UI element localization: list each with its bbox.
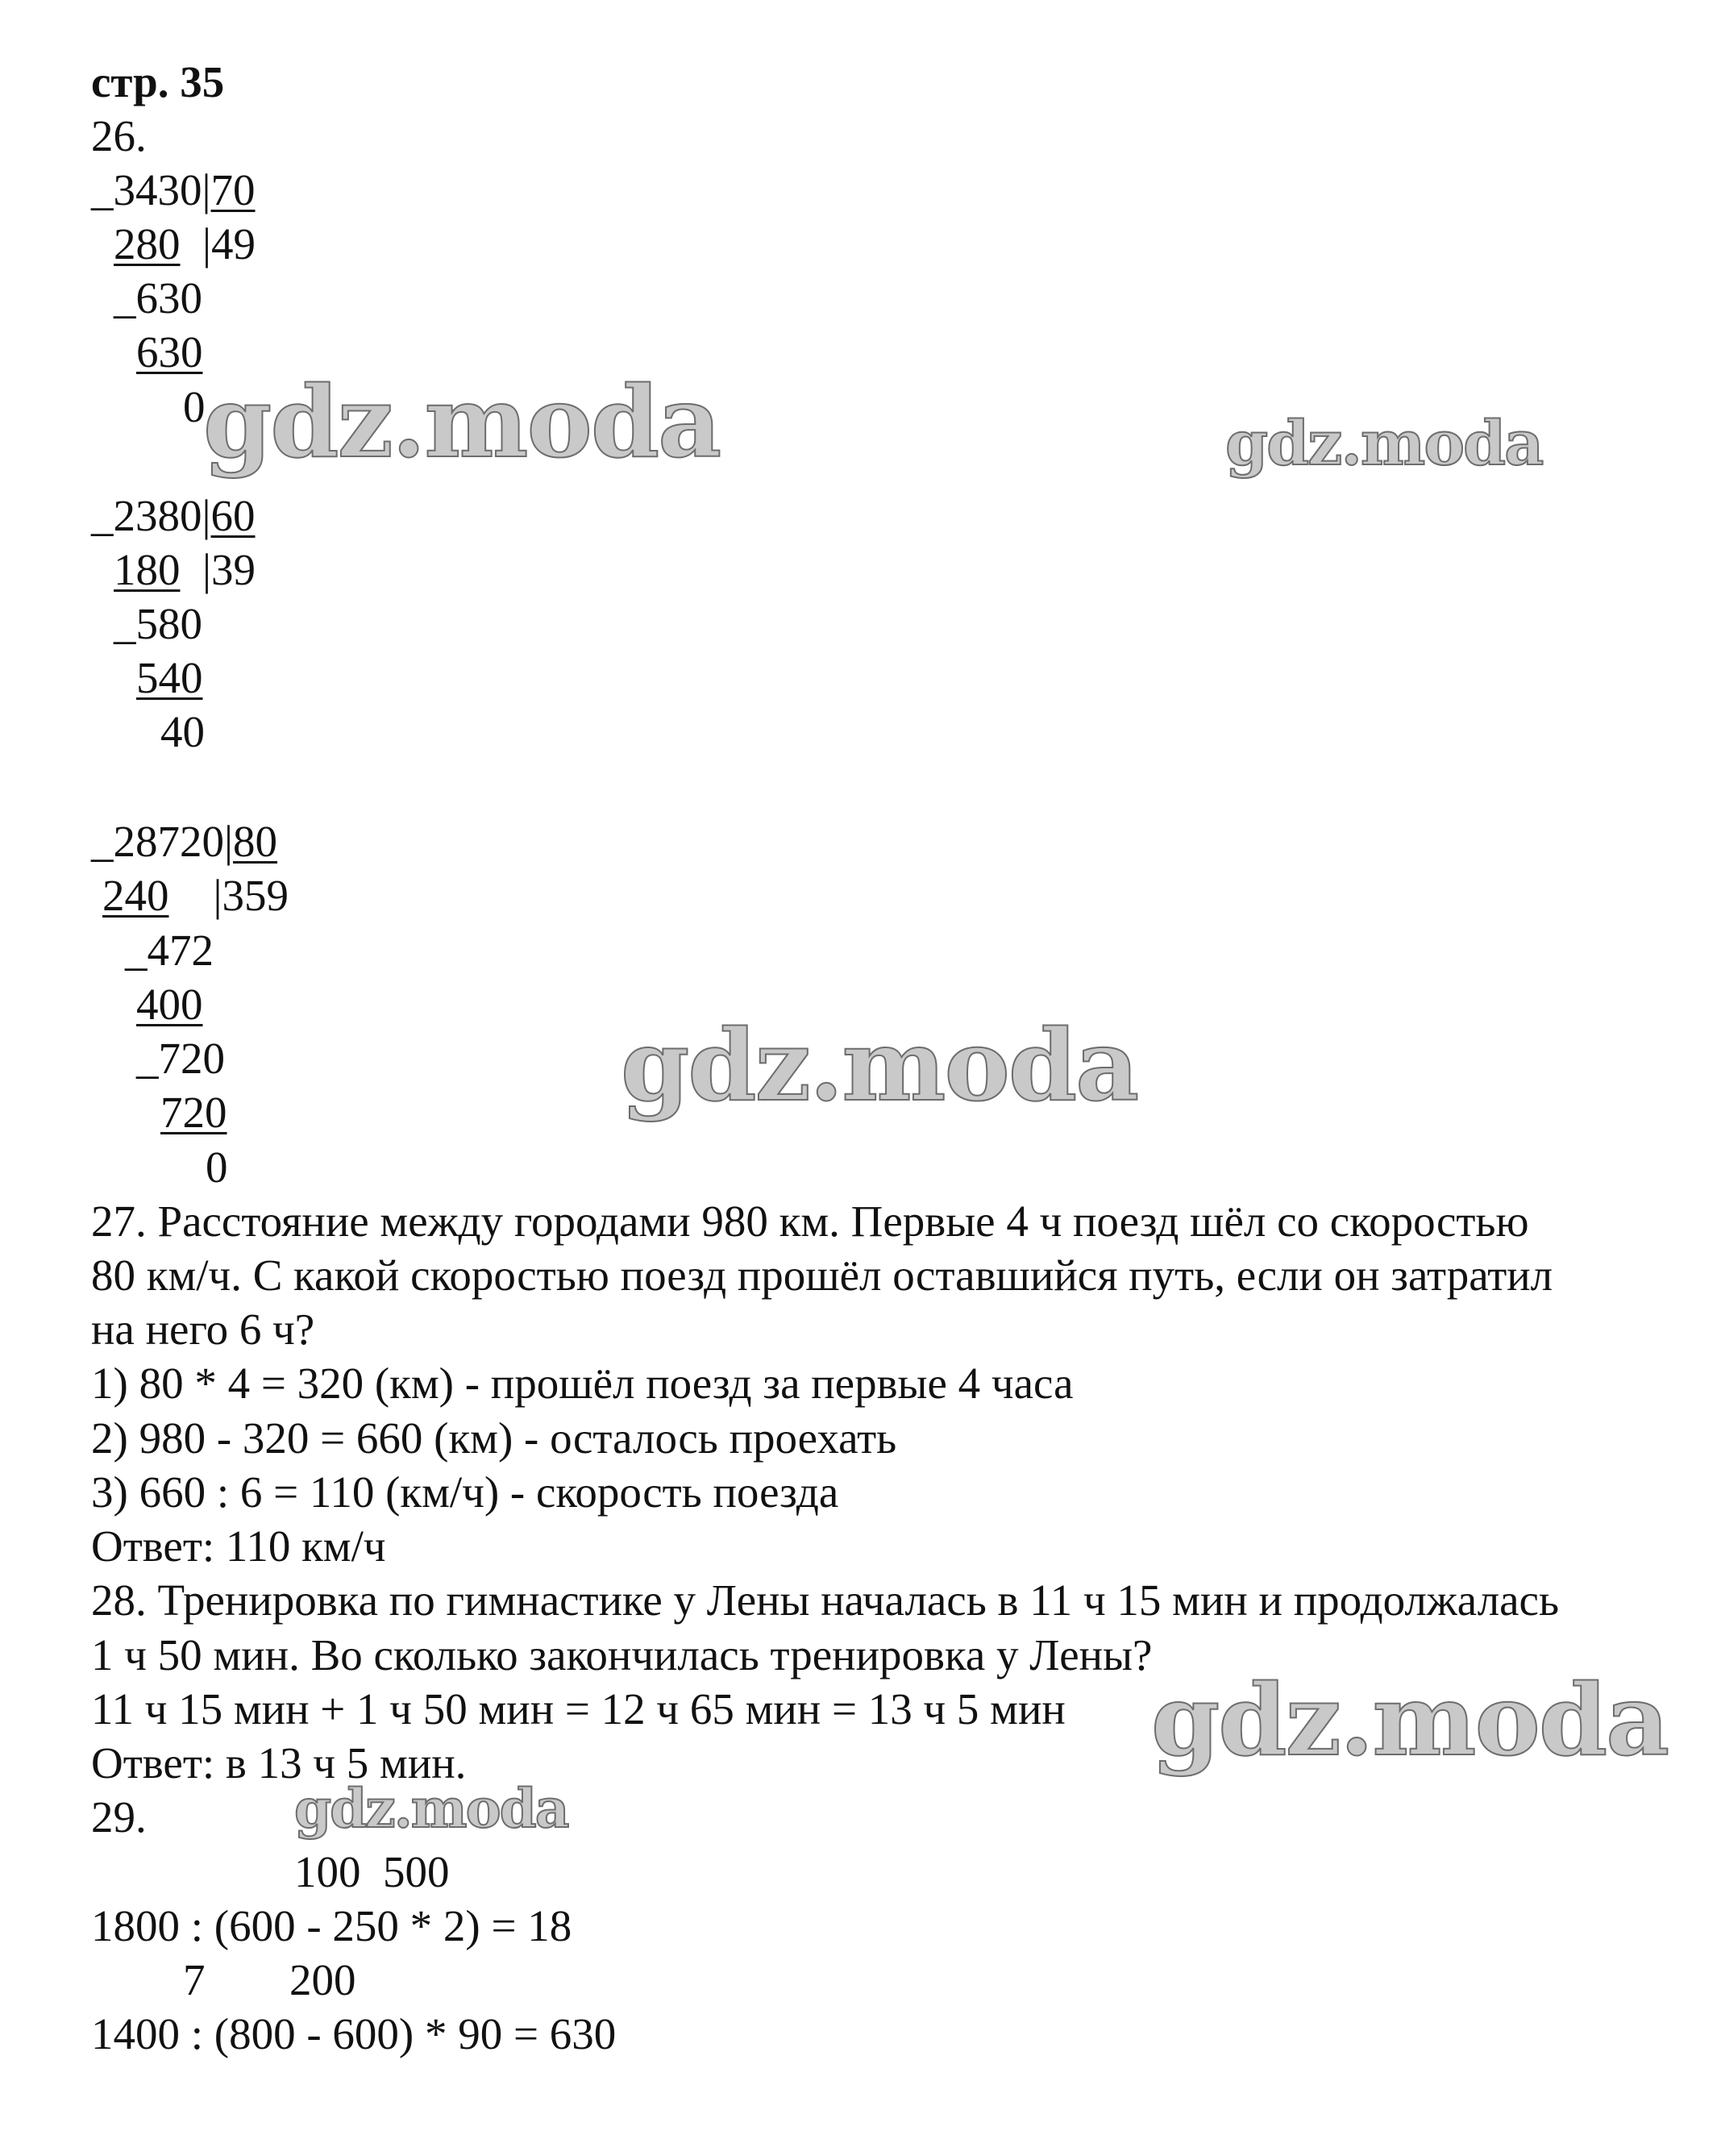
task-text: 80 км/ч. С какой скоростью поезд прошёл оставшийся путь, если он затратил xyxy=(91,1251,1553,1300)
intermediate-result: 200 xyxy=(289,1955,356,2004)
remainder: 472 xyxy=(147,926,214,975)
task-text: 27. Расстояние между городами 980 км. Первые 4 ч поезд шёл со скоростью xyxy=(91,1197,1529,1246)
answer: Ответ: в 13 ч 5 мин. xyxy=(91,1738,467,1788)
subtrahend: 180 xyxy=(114,545,181,594)
subtrahend: 240 xyxy=(102,871,169,920)
watermark: gdz.moda xyxy=(1151,1662,1669,1778)
division-row: _3430|70 xyxy=(91,165,256,214)
watermark: gdz.moda xyxy=(1225,407,1543,479)
solution-step: 11 ч 15 мин + 1 ч 50 мин = 12 ч 65 мин = 13 ч 5 мин xyxy=(91,1684,1066,1734)
watermark: gdz.moda xyxy=(203,364,721,480)
watermark: gdz.moda xyxy=(621,1007,1138,1123)
page-label: стр. 35 xyxy=(91,57,225,106)
dividend: 3430 xyxy=(113,165,202,214)
task-text: на него 6 ч? xyxy=(91,1305,315,1354)
task-29-number: 29. xyxy=(91,1792,147,1842)
division-row: _2380|60 xyxy=(91,491,256,540)
quotient: 49 xyxy=(211,219,256,268)
dividend: 2380 xyxy=(113,491,202,540)
subtrahend: 540 xyxy=(136,653,203,702)
division-row: 280 |49 xyxy=(114,219,256,268)
expression: 1800 : (600 - 250 * 2) = 18 xyxy=(91,1901,572,1950)
remainder: 0 xyxy=(206,1143,228,1192)
division-row: 240 |359 xyxy=(102,871,289,920)
division-row: _630 xyxy=(114,273,202,323)
solution-step: 2) 980 - 320 = 660 (км) - осталось проехать xyxy=(91,1413,897,1463)
task-26-number: 26. xyxy=(91,111,147,160)
subtrahend: 280 xyxy=(114,219,181,268)
solution-step: 3) 660 : 6 = 110 (км/ч) - скорость поезда xyxy=(91,1467,839,1517)
division-row: _472 xyxy=(125,926,214,975)
remainder: 630 xyxy=(135,273,202,323)
divisor: 70 xyxy=(210,165,256,214)
task-text: 28. Тренировка по гимнастике у Лены началась в 11 ч 15 мин и продолжалась xyxy=(91,1575,1560,1625)
task-text: 1 ч 50 мин. Во сколько закончилась тренировка у Лены? xyxy=(91,1630,1153,1679)
remainder: 0 xyxy=(183,382,206,431)
dividend: 28720 xyxy=(113,817,224,866)
subtrahend: 630 xyxy=(136,327,203,377)
answer: Ответ: 110 км/ч xyxy=(91,1521,386,1571)
intermediate-results: 100 500 xyxy=(294,1847,450,1896)
remainder: 580 xyxy=(135,599,202,648)
division-row: 180 |39 xyxy=(114,545,256,594)
quotient: 359 xyxy=(222,871,289,920)
division-row: _28720|80 xyxy=(91,817,278,866)
subtrahend: 720 xyxy=(160,1088,227,1137)
quotient: 39 xyxy=(211,545,256,594)
subtrahend: 400 xyxy=(136,980,203,1029)
divisor: 80 xyxy=(233,817,278,866)
remainder: 40 xyxy=(160,707,205,756)
expression: 1400 : (800 - 600) * 90 = 630 xyxy=(91,2009,617,2058)
intermediate-result: 7 xyxy=(183,1955,206,2004)
divisor: 60 xyxy=(210,491,256,540)
division-row: _720 xyxy=(136,1034,225,1083)
watermark: gdz.moda xyxy=(294,1777,568,1840)
division-row: _580 xyxy=(114,599,202,648)
remainder: 720 xyxy=(158,1034,225,1083)
solution-step: 1) 80 * 4 = 320 (км) - прошёл поезд за первые 4 часа xyxy=(91,1359,1074,1408)
